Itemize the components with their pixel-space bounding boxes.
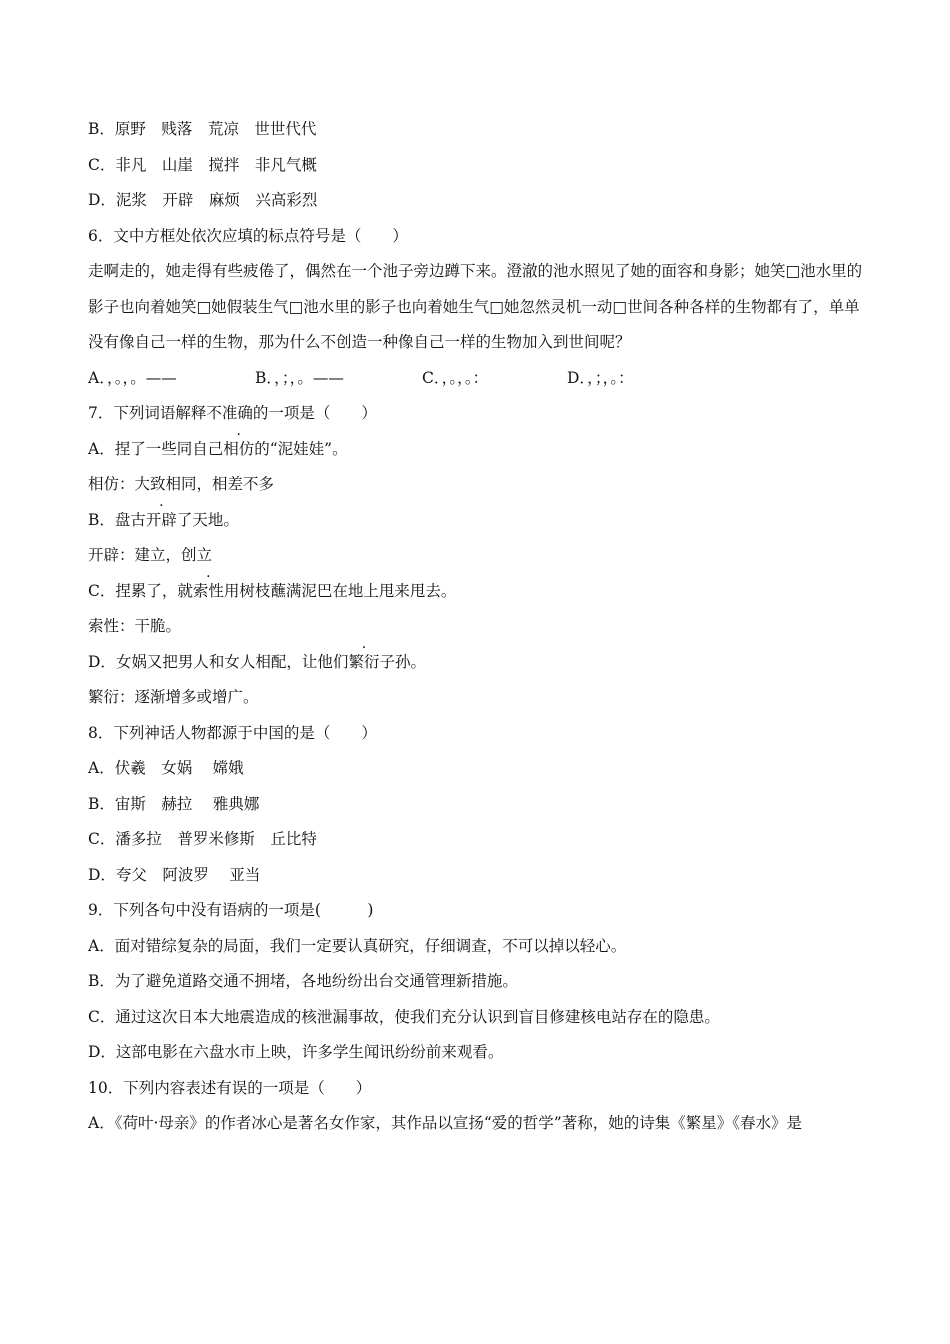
q7-c-emphasized-word: 索性 — [192, 581, 224, 600]
q9-option-a: A．面对错综复杂的局面，我们一定要认真研究，仔细调查，不可以掉以轻心。 — [88, 936, 627, 955]
q9-option-b: B．为了避免道路交通不拥堵，各地纷纷出台交通管理新措施。 — [88, 972, 518, 990]
q7-b-definition: 开辟：建立，创立 — [88, 546, 213, 564]
q5-option-c: C．非凡 山崖 搅拌 非凡气概 — [88, 155, 317, 174]
q9-stem: 9．下列各句中没有语病的一项是( ) — [88, 901, 374, 919]
q7-a-pre: A．捏了一些同自己 — [88, 439, 224, 458]
q6-passage: 走啊走的，她走得有些疲倦了，偶然在一个池子旁边蹲下来。澄澈的池水照见了她的面容和身影；她笑□池水里的影子也向着她笑□她假装生气□池水里的影子也向着她生气□她忽然灵机一动□世间各种各样的生物都有了，单单没有像自己一样的生物，那为什么不创造一种像自己一样的生物加入到世间呢？ — [88, 262, 863, 351]
q8-stem: 8．下列神话人物都源于中国的是（ ） — [88, 723, 377, 742]
q7-b-pre: B．盘古 — [88, 510, 146, 529]
q9-option-d: D．这部电影在六盘水市上映，许多学生闻讯纷纷前来观看。 — [88, 1043, 504, 1061]
q9-option-c: C．通过这次日本大地震造成的核泄漏事故，使我们充分认识到盲目修建核电站存在的隐患。 — [88, 1007, 720, 1026]
q8-option-c: C．潘多拉 普罗米修斯 丘比特 — [88, 830, 317, 848]
q7-d-post: 子孙。 — [379, 652, 426, 671]
q7-option-c — [88, 574, 878, 610]
q7-option-a — [88, 432, 878, 468]
q7-a-definition: 相仿：大致相同，相差不多 — [88, 475, 275, 493]
q6-option-a: A．，。，。—— — [88, 368, 177, 387]
q5-option-d: D．泥浆 开辟 麻烦 兴高彩烈 — [88, 191, 318, 209]
q7-option-b — [88, 503, 878, 539]
q7-c-post: 用树枝蘸满泥巴在地上甩来甩去。 — [223, 581, 457, 600]
q6-option-c: C．，。，。： — [422, 368, 489, 387]
q7-a-post: 的“泥娃娃”。 — [254, 439, 348, 458]
q8-option-d: D．夸父 阿波罗 亚当 — [88, 865, 261, 884]
q7-d-definition: 繁衍：逐渐增多或增广。 — [88, 688, 259, 706]
q7-stem: 7．下列词语解释不准确的一项是（ ） — [88, 404, 377, 422]
q7-a-emphasized-word: 相仿 — [223, 439, 255, 458]
q8-option-a: A．伏羲 女娲 嫦娥 — [88, 759, 244, 777]
q7-option-d — [88, 645, 878, 681]
q6-options — [88, 361, 878, 397]
q5-option-b: B．原野 贱落 荒凉 世世代代 — [88, 120, 317, 138]
q7-b-emphasized-word: 开辟 — [145, 510, 177, 529]
q10-stem: 10．下列内容表述有误的一项是（ ） — [88, 1078, 372, 1097]
q7-d-pre: D．女娲又把男人和女人相配，让他们 — [88, 652, 349, 671]
q6-option-d: D．，；，。： — [567, 368, 634, 387]
q7-c-definition: 索性：干脆。 — [88, 617, 182, 635]
q10-option-a: A．《荷叶·母亲》的作者冰心是著名女作家，其作品以宣扬“爱的哲学”著称，她的诗集《繁星》《春水》是 — [88, 1114, 802, 1132]
q6-stem: 6．文中方框处依次应填的标点符号是（ ） — [88, 226, 408, 245]
q7-b-post: 了天地。 — [176, 510, 239, 529]
q7-d-emphasized-word: 繁衍 — [348, 652, 380, 671]
exam-content — [88, 112, 878, 1142]
q6-option-b: B．，；，。—— — [255, 368, 344, 387]
q7-c-pre: C．捏累了，就 — [88, 581, 193, 600]
q8-option-b: B．宙斯 赫拉 雅典娜 — [88, 794, 260, 813]
